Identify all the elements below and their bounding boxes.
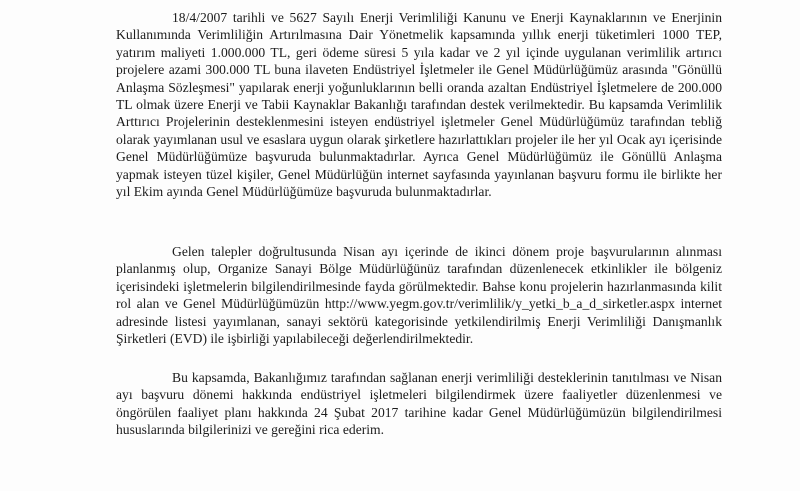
- paragraph-support-program: 18/4/2007 tarihli ve 5627 Sayılı Enerji Verimliliği Kanunu ve Enerji Kaynaklarının ve Enerjinin Kullanımında Verimliliğin Artırılmasına Dair Yönetmelik kapsamında yıllık enerji tüketimleri 1000 TEP, yatırım maliyeti 1.000.000 TL, geri ödeme süresi 5 yıla kadar ve 2 yıl içinde uygulanan verimlilik artırıcı projelere azami 300.000 TL buna ilaveten Endüstriyel İşletmeler ile Genel Müdürlüğümüz arasında "Gönüllü Anlaşma Sözleşmesi" yapılarak enerji yoğunluklarının belli oranda azaltan Endüstriyel İşletmelere de 200.000 TL olmak üzere Enerji ve Tabii Kaynaklar Bakanlığı tarafından destek verilmektedir. Bu kapsamda Verimlilik Arttırıcı Projelerinin desteklenmesini isteyen endüstriyel işletmeler Genel Müdürlüğümüz tarafından tebliğ olarak yayımlanan usul ve esaslara uygun olarak şirketlere hazırlattıkları projeler ile her yıl Ocak ayı içerisinde Genel Müdürlüğümüze başvuruda bulunmaktadırlar. Ayrıca Genel Müdürlüğümüz ile Gönüllü Anlaşma yapmak isteyen tüzel kişiler, Genel Müdürlüğün internet sayfasında yayınlanan başvuru formu ile birlikte her yıl Ekim ayında Genel Müdürlüğümüze başvuruda bulunmaktadırlar.: [116, 10, 722, 200]
- paragraph-request: Bu kapsamda, Bakanlığımız tarafından sağlanan enerji verimliliği desteklerinin tanıtılması ve Nisan ayı başvuru dönemi hakkında endüstriyel işletmeleri bilgilendirmek üzere faaliyetler düzenlenmesi ve öngörülen faaliyet planı hakkında 24 Şubat 2017 tarihine kadar Genel Müdürlüğümüzün bilgilendirilmesi hususlarında bilgilerinizi ve gereğini rica ederim.: [116, 370, 722, 438]
- paragraph-second-term-applications: Gelen talepler doğrultusunda Nisan ayı içerinde de ikinci dönem proje başvurularının alınması planlanmış olup, Organize Sanayi Bölge Müdürlüğünüz tarafından düzenlenecek etkinlikler ile bölgeniz içerisindeki işletmelerin bilgilendirilmesinde fayda görülmektedir. Bahse konu projelerin hazırlanmasında kilit rol alan ve Genel Müdürlüğümüzün http://www.yegm.gov.tr/verimlilik/y_yetki_b_a_d_sirketler.aspx internet adresinde listesi yayımlanan, sanayi sektörü kategorisinde yetkilendirilmiş Enerji Verimliliği Danışmanlık Şirketleri (EVD) ile işbirliği yapılabileceği değerlendirilmektedir.: [116, 244, 722, 347]
